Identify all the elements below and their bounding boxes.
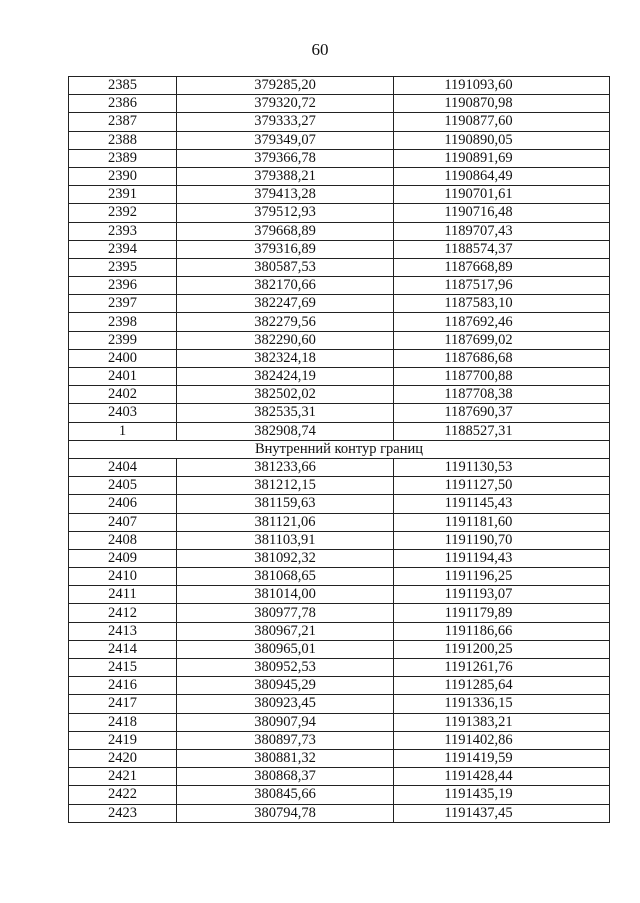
point-number-cell: 2403 — [69, 404, 177, 422]
y-coordinate-cell: 1191145,43 — [394, 495, 610, 513]
point-number-cell: 2414 — [69, 640, 177, 658]
x-coordinate-cell: 380868,37 — [177, 768, 394, 786]
x-coordinate-cell: 381092,32 — [177, 549, 394, 567]
table-row — [69, 386, 610, 404]
point-number-cell: 2400 — [69, 349, 177, 367]
y-coordinate-cell: 1191419,59 — [394, 749, 610, 767]
table-row — [69, 531, 610, 549]
y-coordinate-cell: 1187699,02 — [394, 331, 610, 349]
y-coordinate-cell: 1191428,44 — [394, 768, 610, 786]
x-coordinate-cell: 380945,29 — [177, 677, 394, 695]
y-coordinate-cell: 1190890,05 — [394, 131, 610, 149]
point-number-cell: 2399 — [69, 331, 177, 349]
x-coordinate-cell: 381068,65 — [177, 568, 394, 586]
table-row — [69, 731, 610, 749]
point-number-cell: 2394 — [69, 240, 177, 258]
point-number-cell: 2415 — [69, 659, 177, 677]
y-coordinate-cell: 1191127,50 — [394, 477, 610, 495]
point-number-cell: 2385 — [69, 77, 177, 95]
x-coordinate-cell: 379413,28 — [177, 186, 394, 204]
y-coordinate-cell: 1191093,60 — [394, 77, 610, 95]
x-coordinate-cell: 382535,31 — [177, 404, 394, 422]
y-coordinate-cell: 1190864,49 — [394, 167, 610, 185]
x-coordinate-cell: 381121,06 — [177, 513, 394, 531]
point-number-cell: 2408 — [69, 531, 177, 549]
table-row — [69, 368, 610, 386]
x-coordinate-cell: 382290,60 — [177, 331, 394, 349]
table-row — [69, 786, 610, 804]
table-row — [69, 295, 610, 313]
x-coordinate-cell: 380845,66 — [177, 786, 394, 804]
section-row — [69, 440, 610, 458]
y-coordinate-cell: 1188574,37 — [394, 240, 610, 258]
table-row — [69, 659, 610, 677]
y-coordinate-cell: 1191193,07 — [394, 586, 610, 604]
point-number-cell: 2417 — [69, 695, 177, 713]
x-coordinate-cell: 379349,07 — [177, 131, 394, 149]
x-coordinate-cell: 381159,63 — [177, 495, 394, 513]
point-number-cell: 2388 — [69, 131, 177, 149]
y-coordinate-cell: 1187583,10 — [394, 295, 610, 313]
y-coordinate-cell: 1191130,53 — [394, 458, 610, 476]
point-number-cell: 2405 — [69, 477, 177, 495]
x-coordinate-cell: 379333,27 — [177, 113, 394, 131]
section-title: Внутренний контур границ — [69, 440, 610, 458]
table-row — [69, 640, 610, 658]
point-number-cell: 2392 — [69, 204, 177, 222]
y-coordinate-cell: 1190877,60 — [394, 113, 610, 131]
x-coordinate-cell: 382279,56 — [177, 313, 394, 331]
y-coordinate-cell: 1191336,15 — [394, 695, 610, 713]
table-row — [69, 604, 610, 622]
y-coordinate-cell: 1191435,19 — [394, 786, 610, 804]
x-coordinate-cell: 380977,78 — [177, 604, 394, 622]
table-row — [69, 622, 610, 640]
x-coordinate-cell: 381212,15 — [177, 477, 394, 495]
y-coordinate-cell: 1187668,89 — [394, 258, 610, 276]
point-number-cell: 2404 — [69, 458, 177, 476]
point-number-cell: 2413 — [69, 622, 177, 640]
x-coordinate-cell: 382424,19 — [177, 368, 394, 386]
point-number-cell: 2401 — [69, 368, 177, 386]
table-row — [69, 186, 610, 204]
table-row — [69, 768, 610, 786]
point-number-cell: 2411 — [69, 586, 177, 604]
table-row — [69, 513, 610, 531]
y-coordinate-cell: 1191285,64 — [394, 677, 610, 695]
x-coordinate-cell: 380794,78 — [177, 804, 394, 822]
point-number-cell: 2412 — [69, 604, 177, 622]
y-coordinate-cell: 1187708,38 — [394, 386, 610, 404]
x-coordinate-cell: 380907,94 — [177, 713, 394, 731]
table-row — [69, 131, 610, 149]
y-coordinate-cell: 1190716,48 — [394, 204, 610, 222]
table-row — [69, 222, 610, 240]
outer-contour-rows — [69, 77, 610, 441]
x-coordinate-cell: 379668,89 — [177, 222, 394, 240]
point-number-cell: 2416 — [69, 677, 177, 695]
point-number-cell: 2396 — [69, 277, 177, 295]
x-coordinate-cell: 382324,18 — [177, 349, 394, 367]
y-coordinate-cell: 1187517,96 — [394, 277, 610, 295]
y-coordinate-cell: 1191190,70 — [394, 531, 610, 549]
x-coordinate-cell: 382170,66 — [177, 277, 394, 295]
point-number-cell: 2390 — [69, 167, 177, 185]
table-row — [69, 349, 610, 367]
section-header — [69, 440, 610, 458]
x-coordinate-cell: 381233,66 — [177, 458, 394, 476]
table-row — [69, 113, 610, 131]
table-row — [69, 277, 610, 295]
point-number-cell: 2393 — [69, 222, 177, 240]
y-coordinate-cell: 1191383,21 — [394, 713, 610, 731]
x-coordinate-cell: 380952,53 — [177, 659, 394, 677]
table-row — [69, 568, 610, 586]
table-row — [69, 331, 610, 349]
y-coordinate-cell: 1191186,66 — [394, 622, 610, 640]
y-coordinate-cell: 1187686,68 — [394, 349, 610, 367]
point-number-cell: 2419 — [69, 731, 177, 749]
y-coordinate-cell: 1191402,86 — [394, 731, 610, 749]
y-coordinate-cell: 1190870,98 — [394, 95, 610, 113]
x-coordinate-cell: 380967,21 — [177, 622, 394, 640]
table-row — [69, 167, 610, 185]
table-row — [69, 204, 610, 222]
point-number-cell: 1 — [69, 422, 177, 440]
point-number-cell: 2420 — [69, 749, 177, 767]
x-coordinate-cell: 380881,32 — [177, 749, 394, 767]
table-row — [69, 749, 610, 767]
x-coordinate-cell: 382908,74 — [177, 422, 394, 440]
y-coordinate-cell: 1191181,60 — [394, 513, 610, 531]
y-coordinate-cell: 1187692,46 — [394, 313, 610, 331]
y-coordinate-cell: 1187700,88 — [394, 368, 610, 386]
table-row — [69, 495, 610, 513]
table-row — [69, 549, 610, 567]
y-coordinate-cell: 1189707,43 — [394, 222, 610, 240]
x-coordinate-cell: 381103,91 — [177, 531, 394, 549]
x-coordinate-cell: 382502,02 — [177, 386, 394, 404]
table-row — [69, 695, 610, 713]
x-coordinate-cell: 380923,45 — [177, 695, 394, 713]
y-coordinate-cell: 1190891,69 — [394, 149, 610, 167]
point-number-cell: 2386 — [69, 95, 177, 113]
point-number-cell: 2410 — [69, 568, 177, 586]
x-coordinate-cell: 382247,69 — [177, 295, 394, 313]
point-number-cell: 2423 — [69, 804, 177, 822]
table-row — [69, 95, 610, 113]
y-coordinate-cell: 1191261,76 — [394, 659, 610, 677]
y-coordinate-cell: 1191200,25 — [394, 640, 610, 658]
point-number-cell: 2395 — [69, 258, 177, 276]
table-row — [69, 422, 610, 440]
point-number-cell: 2389 — [69, 149, 177, 167]
x-coordinate-cell: 379512,93 — [177, 204, 394, 222]
point-number-cell: 2421 — [69, 768, 177, 786]
table-row — [69, 586, 610, 604]
coordinates-table — [68, 76, 610, 823]
y-coordinate-cell: 1191196,25 — [394, 568, 610, 586]
x-coordinate-cell: 380897,73 — [177, 731, 394, 749]
point-number-cell: 2397 — [69, 295, 177, 313]
y-coordinate-cell: 1191179,89 — [394, 604, 610, 622]
x-coordinate-cell: 379285,20 — [177, 77, 394, 95]
table-row — [69, 477, 610, 495]
y-coordinate-cell: 1187690,37 — [394, 404, 610, 422]
x-coordinate-cell: 379388,21 — [177, 167, 394, 185]
point-number-cell: 2387 — [69, 113, 177, 131]
table-row — [69, 313, 610, 331]
y-coordinate-cell: 1191437,45 — [394, 804, 610, 822]
table-row — [69, 149, 610, 167]
x-coordinate-cell: 380965,01 — [177, 640, 394, 658]
point-number-cell: 2418 — [69, 713, 177, 731]
x-coordinate-cell: 381014,00 — [177, 586, 394, 604]
point-number-cell: 2391 — [69, 186, 177, 204]
table-row — [69, 677, 610, 695]
table-row — [69, 77, 610, 95]
x-coordinate-cell: 379316,89 — [177, 240, 394, 258]
point-number-cell: 2409 — [69, 549, 177, 567]
point-number-cell: 2398 — [69, 313, 177, 331]
inner-contour-rows — [69, 458, 610, 822]
y-coordinate-cell: 1191194,43 — [394, 549, 610, 567]
y-coordinate-cell: 1190701,61 — [394, 186, 610, 204]
table-row — [69, 458, 610, 476]
x-coordinate-cell: 379366,78 — [177, 149, 394, 167]
point-number-cell: 2422 — [69, 786, 177, 804]
table-row — [69, 258, 610, 276]
page-number: 60 — [311, 40, 329, 59]
table-row — [69, 404, 610, 422]
table-row — [69, 804, 610, 822]
x-coordinate-cell: 379320,72 — [177, 95, 394, 113]
x-coordinate-cell: 380587,53 — [177, 258, 394, 276]
table-row — [69, 240, 610, 258]
y-coordinate-cell: 1188527,31 — [394, 422, 610, 440]
table-row — [69, 713, 610, 731]
point-number-cell: 2402 — [69, 386, 177, 404]
point-number-cell: 2407 — [69, 513, 177, 531]
point-number-cell: 2406 — [69, 495, 177, 513]
